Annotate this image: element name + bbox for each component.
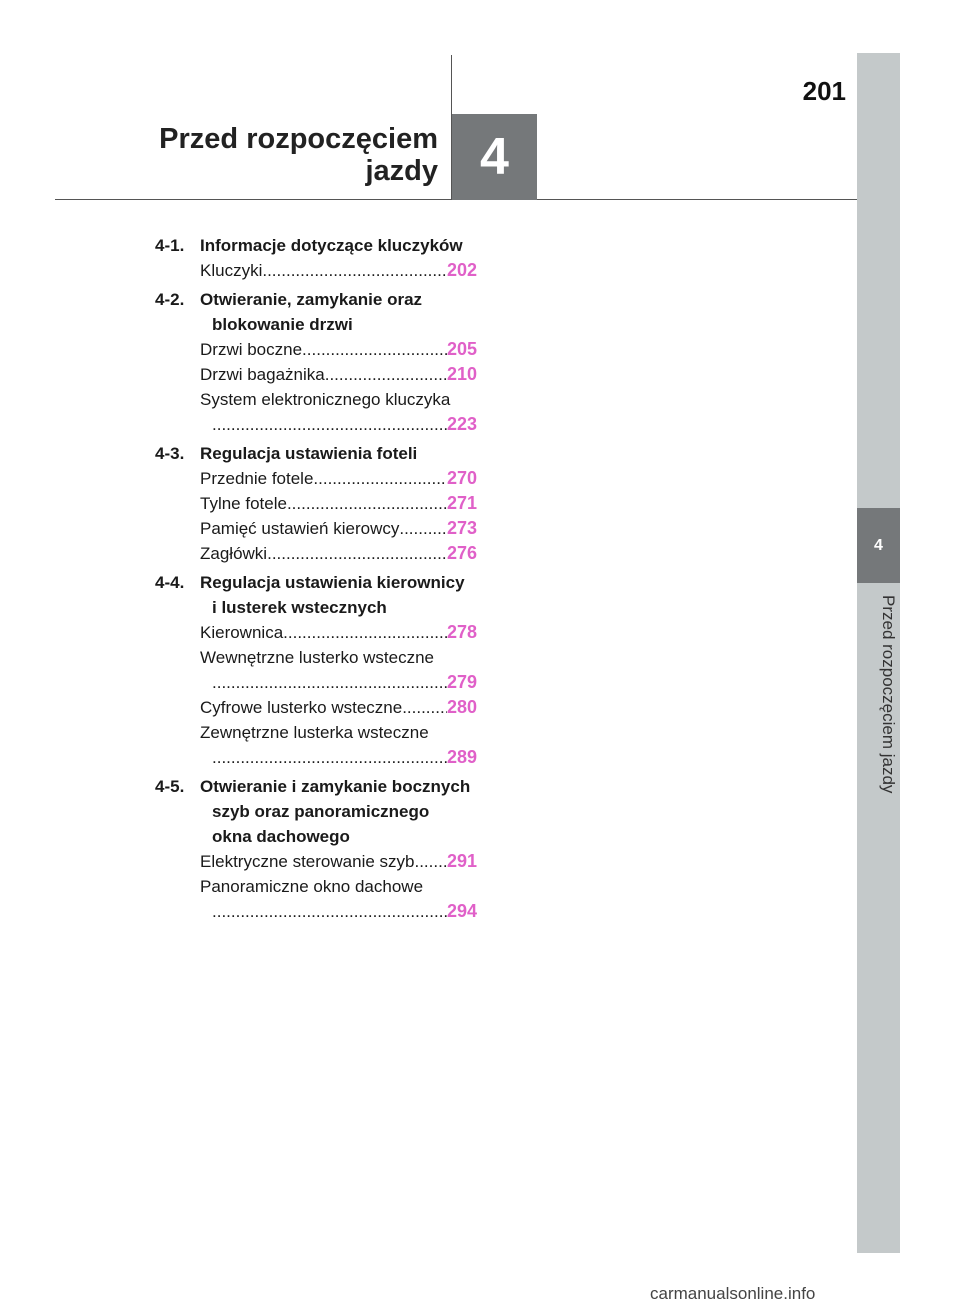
toc-section-number: 4-3. (155, 444, 185, 463)
toc-entry-label: Kierownica (200, 623, 284, 642)
toc-dot-leader (283, 620, 447, 645)
toc-section (155, 441, 477, 466)
toc-page-link[interactable]: 273 (446, 518, 477, 538)
toc-page-link[interactable]: 289 (446, 747, 477, 767)
toc-entry[interactable] (155, 645, 477, 695)
toc-dot-leader (262, 258, 447, 283)
toc-entry-page-line (200, 670, 477, 695)
toc-page-link[interactable]: 210 (446, 364, 477, 384)
toc-entry-page-line (200, 412, 477, 437)
toc-section-title-continuation: szyb oraz panoramicznego (212, 802, 430, 821)
toc-entry-label: Panoramiczne okno dachowe (200, 877, 424, 896)
toc-entry-page-line (200, 899, 477, 924)
toc-section-title-line: Regulacja ustawienia foteli (200, 444, 418, 463)
toc-section-title-continuation: okna dachowego (212, 827, 350, 846)
toc-dot-leader (414, 849, 446, 874)
toc-entry-label: Zagłówki (200, 544, 268, 563)
toc-dot-leader (302, 337, 447, 362)
toc-entry[interactable] (155, 695, 477, 720)
toc-section-title-line: Regulacja ustawienia kierownicy (200, 573, 465, 592)
toc-entry-label: Pamięć ustawień kierowcy (200, 519, 400, 538)
chapter-title-line1: Przed rozpoczęciem (159, 123, 438, 155)
toc-page-link[interactable]: 291 (446, 851, 477, 871)
footer-watermark: carmanualsonline.info (650, 1284, 816, 1303)
toc-entry-label-line (200, 874, 477, 899)
toc-section-number: 4-5. (155, 777, 185, 796)
toc-dot-leader (287, 491, 447, 516)
toc-dot-leader (402, 695, 447, 720)
toc-entry-label-line (200, 720, 477, 745)
toc-section (155, 233, 477, 258)
toc-section-title-line: Otwieranie, zamykanie oraz (200, 290, 423, 309)
toc-entry[interactable] (155, 849, 477, 874)
toc-entry[interactable] (155, 466, 477, 491)
toc-dot-leader (399, 516, 447, 541)
toc-dot-leader (212, 745, 447, 770)
toc-page-link[interactable]: 205 (446, 339, 477, 359)
toc-entry-label: Drzwi boczne (200, 340, 303, 359)
toc-entry-label: Tylne fotele (200, 494, 287, 513)
toc-entry[interactable] (155, 337, 477, 362)
toc-page-link[interactable]: 279 (446, 672, 477, 692)
toc-entry[interactable] (155, 620, 477, 645)
toc-section (155, 570, 477, 620)
toc-page-link[interactable]: 271 (446, 493, 477, 513)
toc-entry-label: System elektronicznego kluczyka (200, 390, 451, 409)
toc-dot-leader (325, 362, 447, 387)
chapter-title-line2: jazdy (365, 155, 438, 187)
toc-entry[interactable] (155, 362, 477, 387)
toc-section-number: 4-2. (155, 290, 185, 309)
toc-entry-label: Zewnętrzne lusterka wsteczne (200, 723, 429, 742)
toc-dot-leader (267, 541, 447, 566)
toc-entry-label: Cyfrowe lusterko wsteczne (200, 698, 403, 717)
toc-page-link[interactable]: 280 (446, 697, 477, 717)
sidebar-chapter-tab[interactable]: 4 (857, 508, 900, 583)
toc-entry-label: Drzwi bagażnika (200, 365, 325, 384)
sidebar-vertical-label: Przed rozpoczęciem jazdy (879, 595, 898, 794)
toc-section (155, 287, 477, 337)
toc-section-title (200, 570, 477, 620)
toc-entry[interactable] (155, 720, 477, 770)
toc-entry-label: Elektryczne sterowanie szyb (200, 852, 415, 871)
toc-entry[interactable] (155, 874, 477, 924)
toc-dot-leader (212, 670, 447, 695)
toc-dot-leader (212, 412, 447, 437)
toc-dot-leader (212, 899, 447, 924)
toc-page-link[interactable]: 276 (446, 543, 477, 563)
toc-section-title (200, 233, 477, 258)
toc-entry-label: Kluczyki (200, 261, 263, 280)
toc-section-title (200, 441, 477, 466)
toc-entry[interactable] (155, 387, 477, 437)
toc-entry-label-line (200, 387, 477, 412)
toc-section-title (200, 287, 477, 337)
toc-entry-page-line (200, 745, 477, 770)
chapter-number-box: 4 (452, 114, 537, 200)
toc-entry[interactable] (155, 491, 477, 516)
page-number: 201 (802, 76, 846, 106)
toc-page-link[interactable]: 278 (446, 622, 477, 642)
toc-section-title-line: Otwieranie i zamykanie bocznych (200, 777, 471, 796)
toc-page-link[interactable]: 294 (446, 901, 477, 921)
table-of-contents (155, 233, 477, 924)
toc-page-link[interactable]: 202 (446, 260, 477, 280)
toc-entry[interactable] (155, 258, 477, 283)
toc-section-number: 4-4. (155, 573, 185, 592)
toc-section-title-continuation: blokowanie drzwi (212, 315, 353, 334)
chapter-title (159, 123, 438, 187)
toc-section-title-line: Informacje dotyczące kluczyków (200, 236, 463, 255)
toc-dot-leader (313, 466, 447, 491)
toc-entry-label: Przednie fotele (200, 469, 314, 488)
toc-section (155, 774, 477, 849)
toc-entry-label-line (200, 645, 477, 670)
toc-page-link[interactable]: 270 (446, 468, 477, 488)
toc-section-title (200, 774, 477, 849)
toc-section-title-continuation: i lusterek wstecznych (212, 598, 387, 617)
toc-page-link[interactable]: 223 (446, 414, 477, 434)
toc-entry[interactable] (155, 541, 477, 566)
toc-section-number: 4-1. (155, 236, 185, 255)
toc-entry[interactable] (155, 516, 477, 541)
toc-entry-label: Wewnętrzne lusterko wsteczne (200, 648, 435, 667)
